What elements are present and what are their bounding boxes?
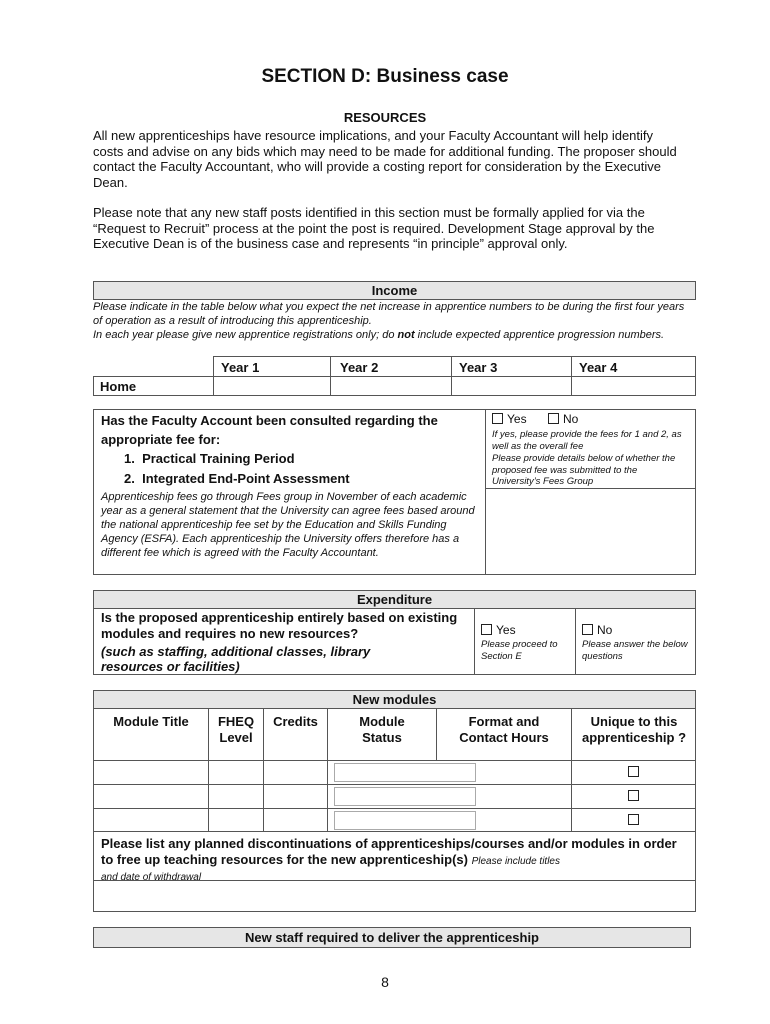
expenditure-yes-hint: Please proceed to Section E — [481, 639, 558, 662]
expenditure-yes-option[interactable]: Yes — [481, 623, 516, 637]
income-instructions — [93, 300, 693, 342]
unique-checkbox-3[interactable] — [628, 814, 639, 825]
income-year-2-input[interactable] — [332, 378, 449, 394]
checkbox-icon[interactable] — [582, 624, 593, 635]
fees-hint-2: Please provide details below of whether the proposed fee was submitted to the University’s Fees Group — [492, 453, 676, 487]
expenditure-header: Expenditure — [93, 590, 696, 609]
income-instruction-2: In each year please give new apprentice registrations only; do not include expected apprentice progression numbers. — [93, 329, 665, 341]
module-status-input-2[interactable] — [334, 787, 476, 806]
expenditure-no-option[interactable]: No — [582, 623, 612, 637]
fees-details-input[interactable] — [487, 490, 694, 573]
col-credits: Credits — [273, 714, 318, 729]
expenditure-no-hint: Please answer the below questions — [582, 639, 688, 662]
new-staff-header: New staff required to deliver the apprenticeship — [93, 927, 691, 948]
income-year-3-input[interactable] — [453, 378, 569, 394]
income-year-2: Year 2 — [340, 360, 379, 375]
new-modules-header: New modules — [93, 690, 696, 709]
resources-paragraph-1: All new apprenticeships have resource implications, and your Faculty Accountant will help identify costs and advise on any bids which may need to be made for additional funding. The proposer should contact the Faculty Accountant, who will provide a costing report for consideration by the Executive Dean. — [93, 128, 677, 190]
resources-paragraph-2: Please note that any new staff posts identified in this section must be formally applied for via the “Request to Recruit” process at the point the post is required. Development Stage approval by the Executive Dean is of the business case and represents “in principle” approval only. — [93, 205, 655, 251]
discontinuation-input[interactable] — [95, 882, 694, 910]
income-year-1: Year 1 — [221, 360, 260, 375]
income-header: Income — [93, 281, 696, 300]
income-year-1-input[interactable] — [215, 378, 328, 394]
page-number: 8 — [381, 974, 389, 990]
col-unique: Unique to this apprenticeship ? — [581, 714, 687, 745]
expenditure-question: Is the proposed apprenticeship entirely based on existing modules and requires no new resources? — [101, 610, 458, 641]
fees-yes-option[interactable]: Yes — [492, 412, 527, 426]
unique-checkbox-2[interactable] — [628, 790, 639, 801]
page-title: SECTION D: Business case — [261, 66, 509, 87]
income-year-4-input[interactable] — [573, 378, 694, 394]
income-year-4: Year 4 — [579, 360, 618, 375]
col-module-status: Module Status — [359, 714, 405, 745]
fees-item-2: 2. Integrated End-Point Assessment — [124, 471, 350, 486]
checkbox-icon[interactable] — [492, 413, 503, 424]
module-status-input-1[interactable] — [334, 763, 476, 782]
income-year-3: Year 3 — [459, 360, 498, 375]
expenditure-subtext: (such as staffing, additional classes, library resources or facilities) — [101, 644, 371, 674]
resources-heading: RESOURCES — [343, 110, 427, 125]
col-format-contact-hours: Format and Contact Hours — [459, 714, 549, 745]
fees-hint-1: If yes, please provide the fees for 1 and 2, as well as the overall fee — [492, 429, 682, 452]
fees-no-option[interactable]: No — [548, 412, 578, 426]
col-fheq-level: FHEQ Level — [217, 714, 255, 745]
checkbox-icon[interactable] — [548, 413, 559, 424]
income-home-label: Home — [100, 379, 137, 394]
fees-item-1: 1. Practical Training Period — [124, 451, 295, 466]
income-instruction-1: Please indicate in the table below what you expect the net increase in apprentice numbers to be during the first four years of operation as a result of introducing this apprenticeship. — [93, 301, 685, 327]
fees-note: Apprenticeship fees go through Fees group in November of each academic year as a general statement that the University can agree fees based around the national apprenticeship fee set by the Education and Skills Funding Agency (ESFA). Each apprenticeship the University offers therefore has a different fee which is agreed with the Faculty Accountant. — [101, 491, 475, 559]
checkbox-icon[interactable] — [481, 624, 492, 635]
fees-question: Has the Faculty Account been consulted regarding the appropriate fee for: — [101, 413, 438, 447]
col-module-title: Module Title — [113, 714, 189, 729]
discontinuation-prompt: Please list any planned discontinuations of apprenticeships/courses and/or modules in order to free up teaching resources for the new apprenticeship(s) Please include titles and date of withdrawal — [101, 836, 677, 883]
unique-checkbox-1[interactable] — [628, 766, 639, 777]
module-status-input-3[interactable] — [334, 811, 476, 830]
